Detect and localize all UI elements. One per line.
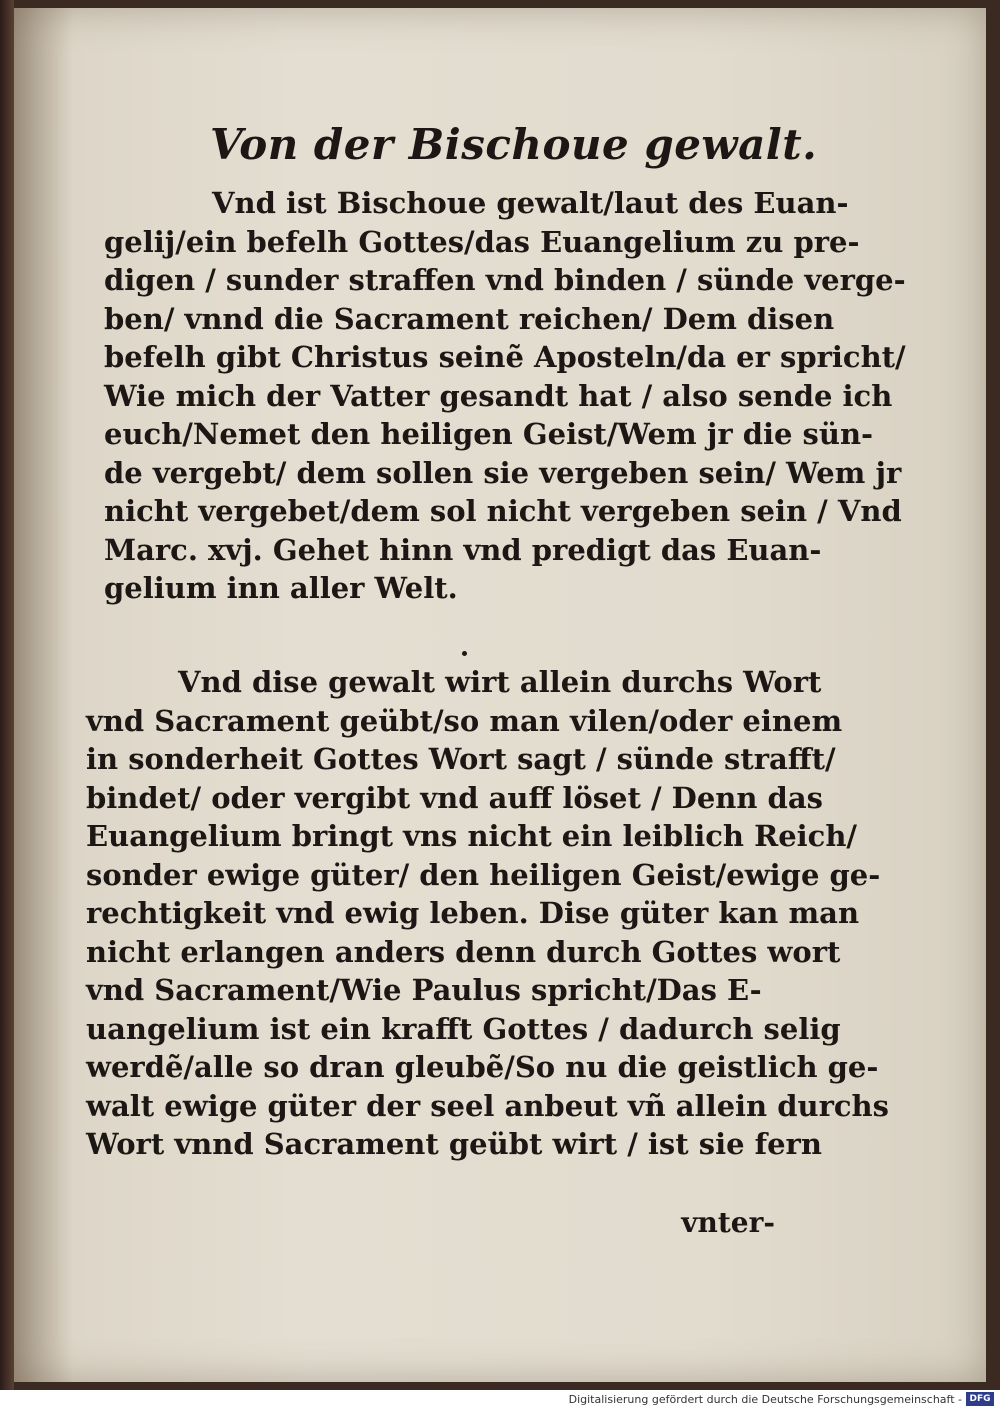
text-line: Vnd dise gewalt wirt allein durchs Wort bbox=[178, 665, 822, 699]
text-line: in sonderheit Gottes Wort sagt / sünde strafft/ bbox=[86, 742, 836, 776]
text-line: euch/Nemet den heiligen Geist/Wem jr die sün- bbox=[104, 417, 874, 451]
page-gutter-shadow bbox=[14, 8, 74, 1382]
printer-mark bbox=[462, 651, 467, 656]
page-heading: Von der Bischoue gewalt. bbox=[210, 120, 818, 169]
text-line: Wort vnnd Sacrament geübt wirt / ist sie fern bbox=[86, 1127, 822, 1161]
text-line: walt ewige güter der seel anbeut vñ allein durchs bbox=[86, 1088, 889, 1123]
text-line: nicht erlangen anders denn durch Gottes wort bbox=[86, 934, 841, 969]
dfg-logo: DFG bbox=[966, 1392, 994, 1406]
paragraph-1 bbox=[104, 184, 906, 608]
scan-edge bbox=[0, 0, 14, 1390]
text-line: werdẽ/alle so dran gleubẽ/So nu die geistlich ge- bbox=[86, 1050, 879, 1084]
text-line: digen / sunder straffen vnd binden / sünde verge- bbox=[104, 263, 906, 297]
text-line: uangelium ist ein krafft Gottes / dadurch selig bbox=[86, 1011, 841, 1046]
text-line: vnd Sacrament/Wie Paulus spricht/Das E- bbox=[86, 973, 762, 1007]
catchword: vnter- bbox=[681, 1206, 775, 1239]
funding-credit: Digitalisierung gefördert durch die Deutsche Forschungsgemeinschaft - bbox=[568, 1393, 962, 1406]
text-line: vnd Sacrament geübt/so man vilen/oder einem bbox=[86, 703, 843, 738]
text-line: Vnd ist Bischoue gewalt/laut des Euan- bbox=[212, 186, 849, 220]
text-line: Wie mich der Vatter gesandt hat / also sende ich bbox=[104, 378, 893, 413]
text-line: Marc. xvj. Gehet hinn vnd predigt das Euan- bbox=[104, 532, 822, 567]
text-line: nicht vergebet/dem sol nicht vergeben sein / Vnd bbox=[104, 494, 902, 528]
text-line: gelij/ein befelh Gottes/das Euangelium zu pre- bbox=[104, 224, 860, 259]
text-line: Euangelium bringt vns nicht ein leiblich Reich/ bbox=[86, 819, 857, 853]
text-line: rechtigkeit vnd ewig leben. Dise güter kan man bbox=[86, 896, 860, 930]
paragraph-2 bbox=[86, 663, 889, 1164]
text-line: sonder ewige güter/ den heiligen Geist/ewige ge- bbox=[86, 857, 881, 892]
text-line: befelh gibt Christus seinẽ Aposteln/da er spricht/ bbox=[104, 340, 906, 374]
text-line: ben/ vnnd die Sacrament reichen/ Dem disen bbox=[104, 301, 835, 336]
text-line: bindet/ oder vergibt vnd auff löset / Denn das bbox=[86, 780, 823, 815]
text-line: de vergebt/ dem sollen sie vergeben sein/ Wem jr bbox=[104, 455, 902, 490]
text-line: gelium inn aller Welt. bbox=[104, 571, 458, 605]
